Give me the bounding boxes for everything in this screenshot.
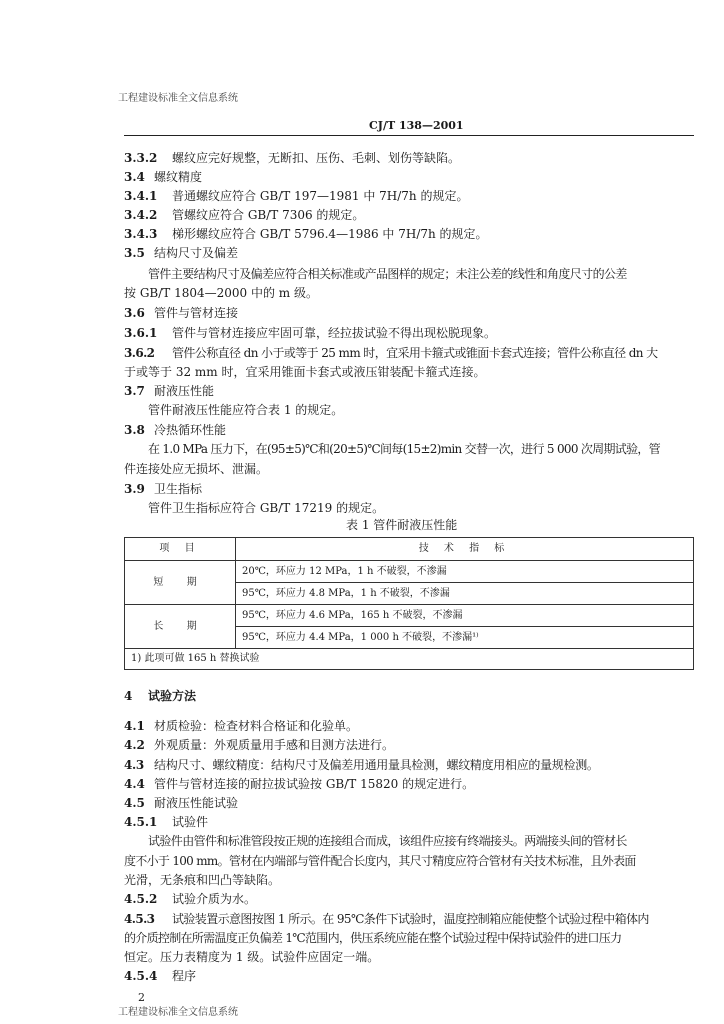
table-row	[125, 561, 694, 583]
paragraph-3-5-line2: 按 GB/T 1804—2000 中的 m 级。	[124, 286, 318, 300]
table-header-row	[125, 538, 694, 561]
clause-3-5: 3.5 结构尺寸及偏差	[124, 246, 239, 260]
paragraph-3-7: 管件耐液压性能应符合表 1 的规定。	[148, 403, 344, 417]
clause-4-5-4: 4.5.4 程序	[124, 969, 197, 983]
table-header-item: 项 目	[125, 538, 236, 561]
clause-3-6-1: 3.6.1 管件与管材连接应牢固可靠，经拉拔试验不得出现松脱现象。	[124, 326, 497, 340]
clause-4-1: 4.1 材质检验：检查材料合格证和化验单。	[124, 719, 359, 733]
paragraph-4-5-3-line3: 恒定。压力表精度为 1 级。试验件应固定一端。	[124, 950, 380, 964]
clause-3-6: 3.6 管件与管材连接	[124, 306, 239, 320]
section-4-heading: 4 试验方法	[124, 689, 197, 703]
clause-3-8: 3.8 冷热循环性能	[124, 423, 227, 437]
paragraph-3-6-2-line2: 于或等于 32 mm 时，宜采用锥面卡套式或液压钳装配卡箍式连接。	[124, 365, 486, 379]
paragraph-4-5-1-line1: 试验件由管件和标准管段按正规的连接组合而成，该组件应接有终端接头。两端接头间的管材长	[148, 834, 627, 848]
doc-code: CJ/T 138—2001	[369, 119, 464, 132]
clause-4-2: 4.2 外观质量：外观质量用手感和目测方法进行。	[124, 738, 395, 752]
clause-3-4-3: 3.4.3 梯形螺纹应符合 GB/T 5796.4—1986 中 7H/7h 的规定。	[124, 227, 488, 241]
group-short-term: 短 期	[125, 561, 236, 605]
table-caption: 表 1 管件耐液压性能	[346, 518, 458, 532]
clause-4-4: 4.4 管件与管材连接的耐拉拔试验按 GB/T 15820 的规定进行。	[124, 777, 475, 791]
table-row	[125, 605, 694, 627]
paragraph-4-5-3-line2: 的介质控制在所需温度正负偏差 1℃范围内，供压系统应能在整个试验过程中保持试验件的进口压力	[124, 931, 622, 945]
clause-3-4-2: 3.4.2 管螺纹应符合 GB/T 7306 的规定。	[124, 208, 365, 222]
clause-3-4: 3.4 螺纹精度	[124, 170, 203, 184]
table-cell: 95℃，环应力 4.8 MPa，1 h 不破裂，不渗漏	[236, 583, 694, 605]
table-header-spec: 技 术 指 标	[236, 538, 694, 561]
paragraph-3-8-line1: 在 1.0 MPa 压力下，在(95±5)℃和(20±5)℃间每(15±2)min 交替一次，进行 5 000 次周期试验，管	[148, 442, 660, 456]
clause-3-9: 3.9 卫生指标	[124, 482, 203, 496]
clause-4-3: 4.3 结构尺寸、螺纹精度：结构尺寸及偏差用通用量具检测，螺纹精度用相应的量规检测。	[124, 758, 599, 772]
table-cell: 20℃，环应力 12 MPa，1 h 不破裂，不渗漏	[236, 561, 694, 583]
header-rule	[124, 135, 694, 136]
paragraph-3-8-line2: 件连接处应无损坏、泄漏。	[124, 462, 269, 476]
paragraph-4-5-1-line3: 光滑，无条痕和凹凸等缺陷。	[124, 873, 281, 887]
source-footer: 工程建设标准全文信息系统	[118, 1007, 238, 1018]
clause-3-6-2: 3.6.2 管件公称直径 dn 小于或等于 25 mm 时，宜采用卡箍式或锥面卡套式连接；管件公称直径 dn 大	[124, 346, 658, 360]
clause-3-7: 3.7 耐液压性能	[124, 384, 215, 398]
table-footnote-row	[125, 649, 694, 670]
table-cell: 95℃，环应力 4.6 MPa，165 h 不破裂，不渗漏	[236, 605, 694, 627]
hydraulic-performance-table	[124, 537, 694, 670]
paragraph-3-9: 管件卫生指标应符合 GB/T 17219 的规定。	[148, 501, 385, 515]
clause-3-3-2: 3.3.2 螺纹应完好规整，无断扣、压伤、毛刺、划伤等缺陷。	[124, 151, 461, 165]
group-long-term: 长 期	[125, 605, 236, 649]
clause-4-5-3: 4.5.3 试验装置示意图按图 1 所示。在 95℃条件下试验时，温度控制箱应能使整个试验过程中箱体内	[124, 912, 649, 926]
clause-3-4-1: 3.4.1 普通螺纹应符合 GB/T 197—1981 中 7H/7h 的规定。	[124, 189, 469, 203]
paragraph-4-5-1-line2: 度不小于 100 mm。管材在内端部与管件配合长度内，其尺寸精度应符合管材有关技术标准，且外表面	[124, 854, 636, 868]
clause-4-5-2: 4.5.2 试验介质为水。	[124, 892, 257, 906]
page-number: 2	[138, 991, 145, 1004]
table-cell: 95℃，环应力 4.4 MPa，1 000 h 不破裂，不渗漏¹⁾	[236, 627, 694, 649]
paragraph-3-5-line1: 管件主要结构尺寸及偏差应符合相关标准或产品图样的规定；未注公差的线性和角度尺寸的公差	[148, 267, 627, 281]
clause-4-5: 4.5 耐液压性能试验	[124, 796, 239, 810]
clause-4-5-1: 4.5.1 试验件	[124, 815, 209, 829]
table-footnote: 1) 此项可做 165 h 替换试验	[125, 649, 694, 670]
source-header: 工程建设标准全文信息系统	[118, 93, 238, 104]
